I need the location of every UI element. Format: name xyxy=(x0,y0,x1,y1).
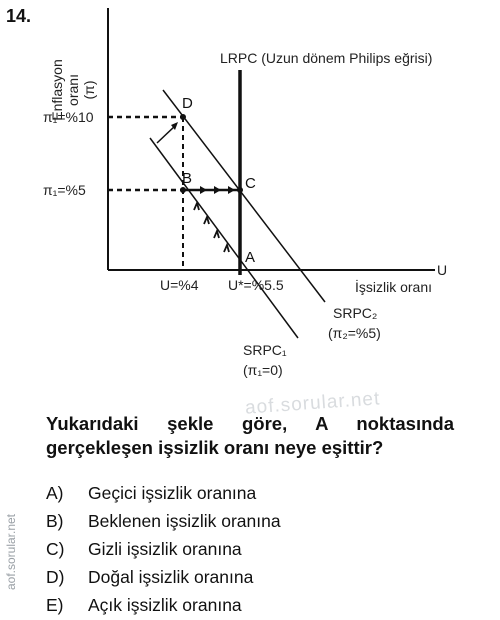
point-d-label: D xyxy=(182,95,193,112)
option-d-letter: D) xyxy=(46,567,65,587)
option-e-letter: E) xyxy=(46,595,64,615)
side-watermark: aof.sorular.net xyxy=(4,513,18,591)
svg-text:(π): (π) xyxy=(81,80,97,100)
srpc1-label: SRPC₁ xyxy=(243,342,287,358)
option-c-letter: C) xyxy=(46,539,65,559)
u4-label: U=%4 xyxy=(160,277,199,293)
option-c-text: Gizli işsizlik oranına xyxy=(88,539,242,559)
b-to-d-arrow xyxy=(157,125,176,143)
option-b-text: Beklenen işsizlik oranına xyxy=(88,511,281,531)
b-to-c-arrowheads xyxy=(200,186,235,194)
pi5-label: π₁=%5 xyxy=(43,182,86,198)
option-e[interactable] xyxy=(46,595,242,616)
center-watermark: aof.sorular.net xyxy=(244,388,381,419)
point-d-marker xyxy=(180,114,186,120)
svg-text:Enflasyon: Enflasyon xyxy=(49,59,65,121)
point-b-marker xyxy=(180,187,186,193)
question-text: Yukarıdaki şekle göre, A noktasında gerçekleşen işsizlik oranı neye eşittir? xyxy=(46,413,454,458)
point-c-label: C xyxy=(245,175,256,192)
option-b[interactable] xyxy=(46,511,281,532)
option-b-letter: B) xyxy=(46,511,64,531)
a-to-b-arrows xyxy=(194,203,229,252)
option-a[interactable] xyxy=(46,483,256,504)
option-a-text: Geçici işsizlik oranına xyxy=(88,483,257,503)
option-d-text: Doğal işsizlik oranına xyxy=(88,567,254,587)
x-axis-label: U xyxy=(437,262,448,278)
svg-text:oranı: oranı xyxy=(65,74,81,106)
question-number: 14. xyxy=(6,6,32,26)
u-star-label: U*=%5.5 xyxy=(228,277,284,293)
option-e-text: Açık işsizlik oranına xyxy=(88,595,242,615)
srpc1-sub-label: (π₁=0) xyxy=(243,362,283,378)
lrpc-label: LRPC (Uzun dönem Philips eğrisi) xyxy=(220,50,433,66)
x-axis-title: İşsizlik oranı xyxy=(355,279,433,295)
srpc2-label: SRPC₂ xyxy=(333,305,378,321)
srpc2-sub-label: (π₂=%5) xyxy=(328,325,381,341)
pi10-label: π₁=%10 xyxy=(43,109,94,125)
option-d[interactable] xyxy=(46,567,253,588)
option-c[interactable] xyxy=(46,539,242,560)
point-a-label: A xyxy=(245,249,256,266)
point-c-marker xyxy=(237,187,243,193)
option-a-letter: A) xyxy=(46,483,64,503)
point-b-label: B xyxy=(182,170,193,187)
